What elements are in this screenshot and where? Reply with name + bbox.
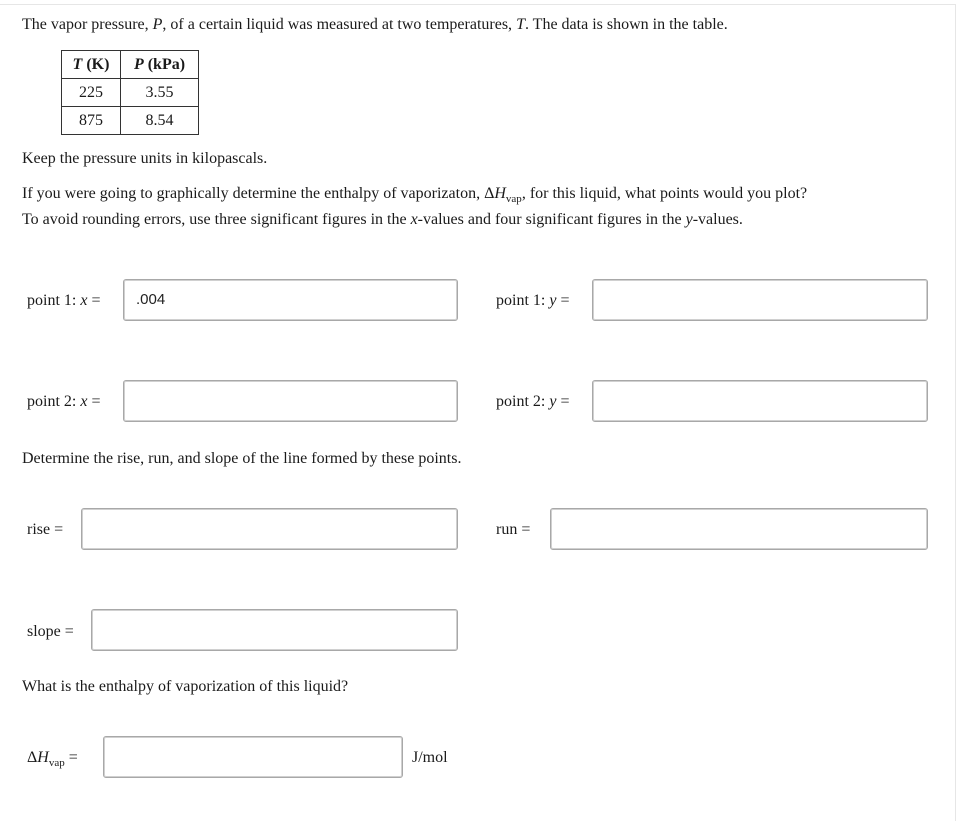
dhvap-label: $\Delta H_{vap}$ = (27, 749, 78, 770)
run-label: run = (496, 521, 531, 538)
point2-y-input[interactable] (592, 380, 928, 422)
point2-x-input[interactable] (123, 380, 458, 422)
slope-label: slope = (27, 623, 74, 640)
point1-y-input[interactable] (592, 279, 928, 321)
question-enthalpy: What is the enthalpy of vaporization of this liquid? (22, 678, 349, 695)
point1-x-label: point 1: x = (27, 292, 101, 309)
table-header-pressure: P (kPa) (121, 51, 199, 79)
rise-input[interactable] (81, 508, 458, 550)
table-cell: 8.54 (121, 107, 199, 135)
table-header-row (62, 51, 199, 79)
dhvap-input[interactable] (103, 736, 403, 778)
intro-text: The vapor pressure, P, of a certain liquid was measured at two temperatures, T. The data is shown in the table. (22, 16, 728, 33)
point2-x-label: point 2: x = (27, 393, 101, 410)
point1-x-input[interactable]: .004 (123, 279, 458, 321)
table-cell: 875 (62, 107, 121, 135)
dhvap-unit: J/mol (412, 749, 448, 766)
rise-label: rise = (27, 521, 64, 538)
point1-y-label: point 1: y = (496, 292, 570, 309)
point2-y-label: point 2: y = (496, 393, 570, 410)
question-points: If you were going to graphically determine the enthalpy of vaporizaton, $\Delta H_{vap}$, for this liquid, what points would you plot? (22, 185, 808, 206)
table-cell: 3.55 (121, 79, 199, 107)
units-note: Keep the pressure units in kilopascals. (22, 150, 268, 167)
question-rise-run: Determine the rise, run, and slope of the line formed by these points. (22, 450, 462, 467)
table-cell: 225 (62, 79, 121, 107)
slope-input[interactable] (91, 609, 458, 651)
table-row (62, 79, 199, 107)
table-header-temperature: T (K) (62, 51, 121, 79)
table-row (62, 107, 199, 135)
run-input[interactable] (550, 508, 928, 550)
question-sigfigs: To avoid rounding errors, use three significant figures in the x-values and four significant figures in the y-values. (22, 211, 743, 228)
data-table (61, 50, 199, 135)
